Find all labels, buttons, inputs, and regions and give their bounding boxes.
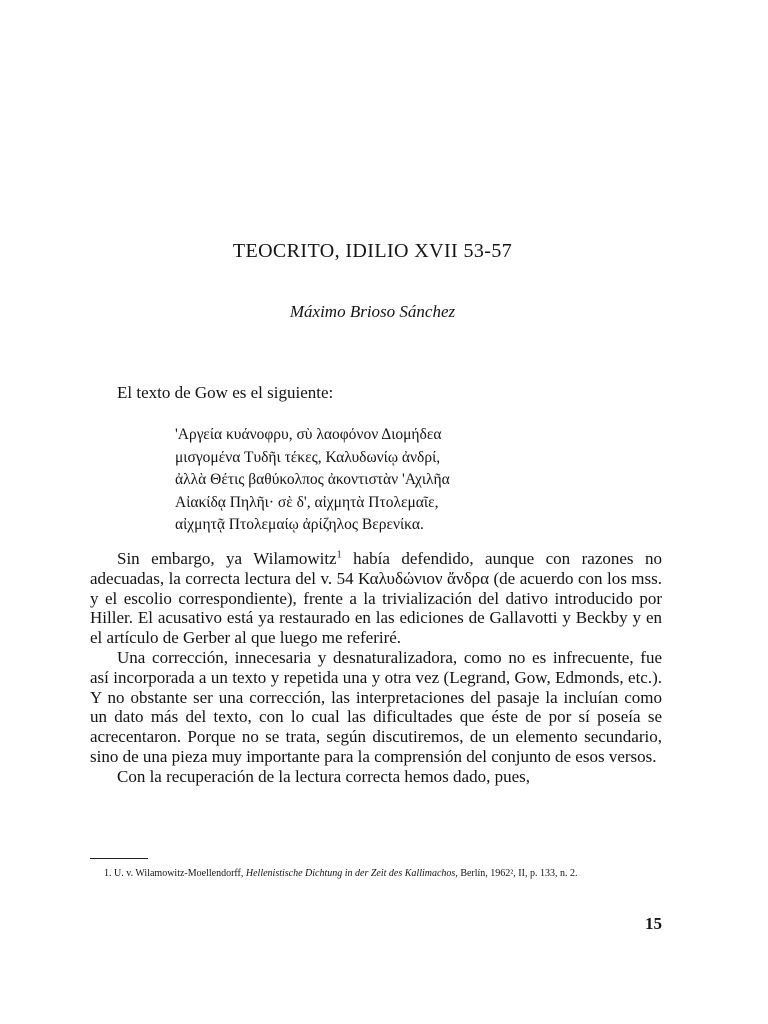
- paragraph: Una corrección, innecesaria y desnaturalizadora, como no es infrecuente, fue así incorporada a un texto y repetida una y otra vez (Legrand, Gow, Edmonds, etc.). Y no obstante ser una corrección, las interpretaciones del pasaje la incluían como un dato más del texto, con lo cual las dificultades que éste de por sí poseía se acrecentaron. Porque no se trata, según discutiremos, de un elemento secundario, sino de una pieza muy importante para la comprensión del conjunto de esos versos.: [90, 647, 662, 766]
- greek-verse-block: [175, 424, 450, 537]
- paragraph-text: había defendido, aunque con razones no adecuadas, la correcta lectura del v. 54 Καλυδώνιον ἄνδρα (de acuerdo con los mss. y el escolio correspondiente), frente a la trivialización del dativo introducido por Hiller. El acusativo está ya restaurado en las ediciones de Gallavotti y Beckby y en el artículo de Gerber al que luego me referiré.: [90, 549, 662, 648]
- verse-line: αἰχμητᾷ Πτολεμαίῳ ἀρίζηλος Βερενίκα.: [175, 516, 424, 533]
- verse-line: Αἰακίδᾳ Πηλῆι· σὲ δ', αἰχμητὰ Πτολεμαῖε,: [175, 493, 439, 511]
- footnote-citation: Berlín, 1962², II, p. 133, n. 2.: [460, 868, 578, 879]
- verse-line: 'Αργεία κυάνοφρυ, σὺ λαοφόνον Διομήδεα: [175, 426, 442, 443]
- intro-sentence: El texto de Gow es el siguiente:: [117, 383, 334, 402]
- footnote: [90, 866, 662, 882]
- article-author: Máximo Brioso Sánchez: [289, 302, 456, 321]
- page-number: 15: [645, 914, 662, 933]
- paragraph: Con la recuperación de la lectura correcta hemos dado, pues,: [117, 766, 531, 786]
- footnote-divider: [90, 858, 148, 859]
- footnote-author: U. v. Wilamowitz-Moellendorff,: [114, 868, 244, 879]
- footnote-reference: 1: [336, 549, 342, 561]
- verse-line: μισγομένα Τυδῆι τέκες, Καλυδωνίῳ ἀνδρί,: [175, 448, 441, 466]
- verse-line: ἀλλὰ Θέτις βαθύκολπος ἀκοντιστὰν 'Αχιλῆα: [175, 471, 450, 488]
- paragraph: [90, 549, 662, 648]
- article-title: TEOCRITO, IDILIO XVII 53-57: [232, 240, 513, 262]
- footnote-number: 1.: [104, 868, 112, 879]
- footnote-book-title: Hellenistische Dichtung in der Zeit des Kallimachos,: [245, 868, 458, 879]
- body-text: [90, 549, 662, 787]
- paragraph-text: Sin embargo, ya Wilamowitz: [117, 549, 337, 568]
